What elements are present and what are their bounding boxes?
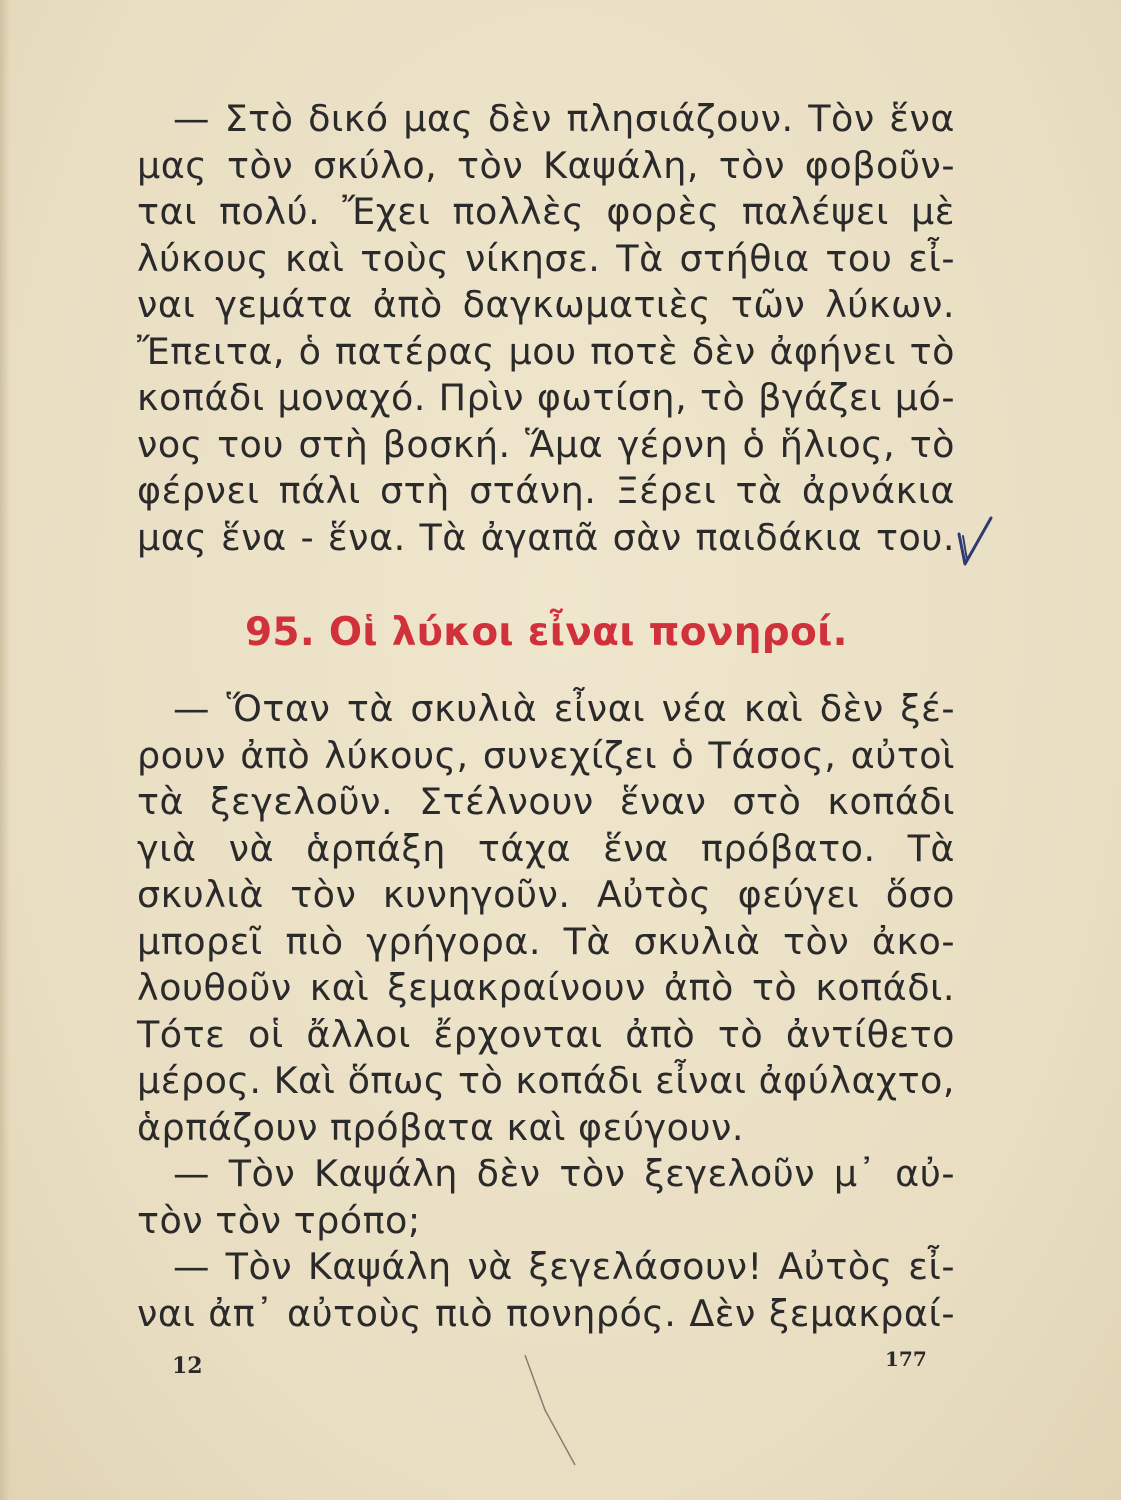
text-line: ἁρπάζουν πρόβατα καὶ φεύγουν. [137,1105,745,1149]
text-line: Τότε οἱ ἄλλοι ἔρχονται ἀπὸ τὸ ἀντίθετο [137,1012,955,1056]
text-line: Ἔπειτα, ὁ πατέρας μου ποτὲ δὲν ἀφήνει τὸ [137,329,955,373]
text-line: μέρος. Καὶ ὅπως τὸ κοπάδι εἶναι ἀφύλαχτο, [137,1059,955,1102]
text-line: κοπάδι μοναχό. Πρὶν φωτίση, τὸ βγάζει μό- [137,376,955,419]
text-line: — Τὸν Καψάλη νὰ ξεγελάσουν! Αὐτὸς εἶ- [173,1245,955,1288]
text-line: γιὰ νὰ ἁρπάξη τάχα ἕνα πρόβατο. Τὰ [137,826,955,870]
text-line: — Στὸ δικό μας δὲν πλησιάζουν. Τὸν ἕνα [173,97,955,140]
text-line: φέρνει πάλι στὴ στάνη. Ξέρει τὰ ἀρνάκια [137,469,955,512]
text-line: τὸν τὸν τρόπο; [137,1198,421,1242]
text-line: τὰ ξεγελοῦν. Στέλνουν ἕναν στὸ κοπάδι [137,780,955,823]
section-heading: 95. Οἱ λύκοι εἶναι πονηροί. [245,610,848,655]
text-line: λουθοῦν καὶ ξεμακραίνουν ἀπὸ τὸ κοπάδι. [137,966,955,1009]
page-number: 177 [885,1347,927,1371]
text-line: — Ὅταν τὰ σκυλιὰ εἶναι νέα καὶ δὲν ξέ- [173,687,955,730]
text-line: — Τὸν Καψάλη δὲν τὸν ξεγελοῦν μ᾽ αὐ- [173,1152,955,1195]
text-line: ται πολύ. Ἔχει πολλὲς φορὲς παλέψει μὲ [137,190,955,233]
text-line: νος του στὴ βοσκή. Ἅμα γέρνη ὁ ἥλιος, τὸ [137,422,955,466]
signature-mark: 12 [172,1353,203,1379]
text-line: ναι γεμάτα ἀπὸ δαγκωματιὲς τῶν λύκων. [137,283,955,326]
text-line: μπορεῖ πιὸ γρήγορα. Τὰ σκυλιὰ τὸν ἀκο- [137,919,955,963]
binding-edge [0,0,10,1500]
text-line: μας τὸν σκύλο, τὸν Καψάλη, τὸν φοβοῦν- [137,143,955,187]
paragraph-block-2 [137,686,955,1337]
text-line: μας ἕνα - ἕνα. Τὰ ἀγαπᾶ σὰν παιδάκια του. [137,515,955,559]
text-line: ρουν ἀπὸ λύκους, συνεχίζει ὁ Τάσος, αὐτοὶ [137,733,955,777]
text-line: σκυλιὰ τὸν κυνηγοῦν. Αὐτὸς φεύγει ὅσο [137,873,955,916]
text-line: ναι ἀπ᾽ αὐτοὺς πιὸ πονηρός. Δὲν ξεμακραί- [137,1291,955,1335]
stray-pen-mark-icon [515,1350,585,1470]
handwritten-check-icon [955,512,997,572]
text-line: λύκους καὶ τοὺς νίκησε. Τὰ στήθια του εἶ- [137,236,955,280]
paragraph-block-1 [137,96,955,561]
